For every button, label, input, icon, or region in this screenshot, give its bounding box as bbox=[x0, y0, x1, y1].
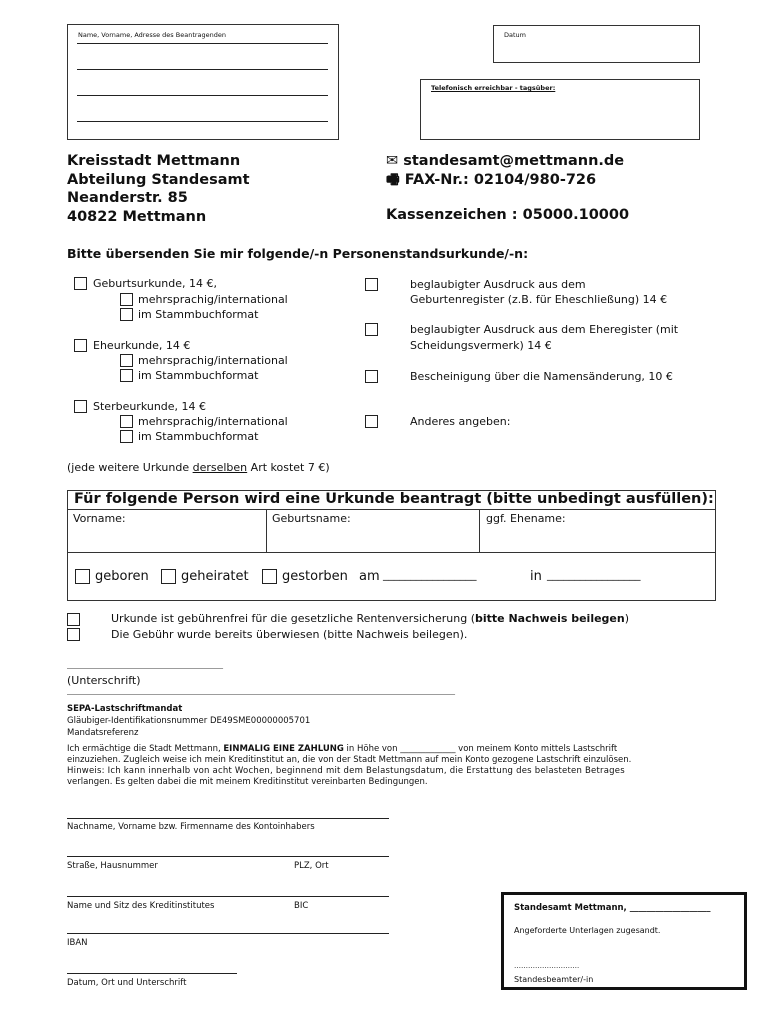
applicant-line-2[interactable] bbox=[77, 69, 328, 70]
sepa-creditor: Gläubiger-Identifikationsnummer DE49SME00000005701 bbox=[67, 716, 311, 726]
checkbox-fee-paid[interactable] bbox=[67, 628, 80, 641]
death-label: Sterbeurkunde, 14 € bbox=[93, 400, 207, 413]
marriage-label: Eheurkunde, 14 € bbox=[93, 339, 191, 352]
envelope-icon: ✉ bbox=[386, 153, 399, 169]
bank-label: Name und Sitz des Kreditinstitutes bbox=[67, 901, 215, 911]
checkbox-death-book[interactable] bbox=[120, 430, 133, 443]
death-book-label: im Stammbuchformat bbox=[138, 430, 259, 443]
date-label: Datum bbox=[504, 31, 526, 39]
checkbox-fee-free[interactable] bbox=[67, 613, 80, 626]
extra-note-underlined: derselben bbox=[192, 461, 248, 474]
applicant-box bbox=[67, 24, 339, 140]
address-line-2: Abteilung Standesamt bbox=[67, 171, 250, 188]
fee-free-after: ) bbox=[624, 612, 630, 625]
event-place-field[interactable]: _________________ bbox=[547, 568, 641, 581]
street-line[interactable] bbox=[67, 856, 389, 857]
account-holder-label: Nachname, Vorname bzw. Firmenname des Kontoinhabers bbox=[67, 822, 315, 832]
birth-name-field[interactable] bbox=[267, 526, 478, 551]
applicant-line-4[interactable] bbox=[77, 121, 328, 122]
fax-text: FAX-Nr.: 02104/980-726 bbox=[404, 171, 597, 188]
sepa-line-2: einzuziehen. Zugleich weise ich mein Kreditinstitut an, die von der Stadt Mettmann auf mein Konto gezogene Lastschrift einzulösen. bbox=[67, 755, 632, 765]
married-label: geheiratet bbox=[181, 569, 249, 584]
sepa-line-1 bbox=[67, 744, 703, 755]
bank-line[interactable] bbox=[67, 896, 389, 897]
place-prefix: in bbox=[530, 569, 542, 584]
email-row bbox=[386, 152, 624, 171]
married-name-field[interactable] bbox=[480, 526, 715, 551]
sepa-paragraph bbox=[67, 744, 703, 788]
checkbox-name-change[interactable] bbox=[365, 370, 378, 383]
checkbox-married[interactable] bbox=[161, 569, 176, 584]
address-block bbox=[67, 152, 250, 226]
street-label: Straße, Hausnummer bbox=[67, 861, 158, 871]
born-label: geboren bbox=[95, 569, 149, 584]
office-title: Standesamt Mettmann, ___________________ bbox=[514, 903, 711, 913]
phone-label: Telefonisch erreichbar - tagsüber: bbox=[431, 84, 556, 92]
fee-paid-text: Die Gebühr wurde bereits überwiesen (bitte Nachweis beilegen). bbox=[111, 628, 468, 641]
fee-free-bold: bitte Nachweis beilegen bbox=[475, 612, 625, 625]
address-line-4: 40822 Mettmann bbox=[67, 208, 207, 225]
zip-label: PLZ, Ort bbox=[294, 861, 329, 871]
cash-reference: Kassenzeichen : 05000.10000 bbox=[386, 207, 630, 223]
applicant-line-3[interactable] bbox=[77, 95, 328, 96]
signature-line[interactable]: _______________________________________ bbox=[67, 660, 223, 669]
iban-label: IBAN bbox=[67, 938, 88, 948]
sepa-title: SEPA-Lastschriftmandat bbox=[67, 704, 183, 714]
person-table-title-rule bbox=[67, 509, 716, 510]
checkbox-death-multi[interactable] bbox=[120, 415, 133, 428]
marriage-register-line-1: beglaubigter Ausdruck aus dem Eheregister (mit bbox=[410, 323, 679, 336]
extra-copy-note bbox=[67, 461, 330, 475]
address-line-3: Neanderstr. 85 bbox=[67, 190, 188, 206]
checkbox-marriage-book[interactable] bbox=[120, 369, 133, 382]
birth-register-line-1: beglaubigter Ausdruck aus dem bbox=[410, 278, 586, 291]
checkbox-birth-book[interactable] bbox=[120, 308, 133, 321]
event-date-field[interactable]: _________________ bbox=[383, 568, 477, 581]
applicant-label: Name, Vorname, Adresse des Beantragenden bbox=[78, 31, 227, 39]
birth-label: Geburtsurkunde, 14 €, bbox=[93, 277, 218, 290]
death-multi-label: mehrsprachig/international bbox=[138, 415, 288, 428]
birth-register-line-2: Geburtenregister (z.B. für Eheschließung) 14 € bbox=[410, 293, 668, 306]
iban-line[interactable] bbox=[67, 933, 389, 934]
extra-note-before: (jede weitere Urkunde bbox=[67, 461, 193, 474]
checkbox-marriage[interactable] bbox=[74, 339, 87, 352]
sepa-line-4: verlangen. Es gelten dabei die mit meinem Kreditinstitut vereinbarten Bedingungen. bbox=[67, 777, 428, 787]
died-label: gestorben bbox=[282, 569, 348, 584]
office-dots: ………………………. bbox=[514, 962, 580, 970]
married-name-label: ggf. Ehename: bbox=[486, 512, 566, 525]
section-separator: _________________________________________________________________________________________________ bbox=[67, 686, 455, 695]
marriage-register-line-2: Scheidungsvermerk) 14 € bbox=[410, 339, 552, 352]
date-signature-line[interactable] bbox=[67, 973, 237, 974]
fee-free-text bbox=[111, 612, 629, 626]
sepa-line-3: Hinweis: Ich kann innerhalb von acht Wochen, beginnend mit dem Belastungsdatum, die Erstattung des belasteten Betrages bbox=[67, 766, 625, 776]
account-holder-line[interactable] bbox=[67, 818, 389, 819]
sepa-mandate: Mandatsreferenz bbox=[67, 728, 139, 738]
sepa-line-1-bold: EINMALIG EINE ZAHLUNG bbox=[223, 744, 344, 754]
email-text[interactable]: standesamt@mettmann.de bbox=[403, 153, 625, 169]
checkbox-died[interactable] bbox=[262, 569, 277, 584]
first-name-field[interactable] bbox=[68, 526, 265, 551]
extra-note-after: Art kostet 7 €) bbox=[247, 461, 330, 474]
applicant-line-1[interactable] bbox=[77, 43, 328, 44]
birth-book-label: im Stammbuchformat bbox=[138, 308, 259, 321]
checkbox-birth-register[interactable] bbox=[365, 278, 378, 291]
first-name-label: Vorname: bbox=[73, 512, 126, 525]
bic-label: BIC bbox=[294, 901, 309, 911]
fax-row bbox=[386, 171, 624, 190]
checkbox-death[interactable] bbox=[74, 400, 87, 413]
date-prefix: am bbox=[359, 569, 380, 584]
office-sent: Angeforderte Unterlagen zugesandt. bbox=[514, 926, 661, 935]
checkbox-born[interactable] bbox=[75, 569, 90, 584]
marriage-book-label: im Stammbuchformat bbox=[138, 369, 259, 382]
sepa-line-1-after: in Höhe von _____________ von meinem Konto mittels Lastschrift bbox=[343, 744, 618, 754]
person-table-title: Für folgende Person wird eine Urkunde beantragt (bitte unbedingt ausfüllen): bbox=[74, 491, 714, 507]
address-line-1: Kreisstadt Mettmann bbox=[67, 153, 241, 169]
checkbox-birth-multi[interactable] bbox=[120, 293, 133, 306]
person-table-row-rule bbox=[67, 552, 716, 553]
checkbox-other[interactable] bbox=[365, 415, 378, 428]
fax-icon: 🖷 bbox=[386, 171, 400, 188]
birth-name-label: Geburtsname: bbox=[272, 512, 351, 525]
sepa-line-1-before: Ich ermächtige die Stadt Mettmann, bbox=[67, 744, 224, 754]
contact-block bbox=[386, 152, 624, 189]
name-change-label: Bescheinigung über die Namensänderung, 10 € bbox=[410, 370, 673, 383]
birth-multi-label: mehrsprachig/international bbox=[138, 293, 288, 306]
request-heading: Bitte übersenden Sie mir folgende/-n Personenstandsurkunde/-n: bbox=[67, 246, 529, 261]
other-label: Anderes angeben: bbox=[410, 415, 511, 428]
signature-label: (Unterschrift) bbox=[67, 674, 141, 687]
fee-free-before: Urkunde ist gebührenfrei für die gesetzliche Rentenversicherung ( bbox=[111, 612, 476, 625]
date-signature-label: Datum, Ort und Unterschrift bbox=[67, 978, 187, 988]
checkbox-birth[interactable] bbox=[74, 277, 87, 290]
office-clerk: Standesbeamter/-in bbox=[514, 975, 594, 984]
marriage-multi-label: mehrsprachig/international bbox=[138, 354, 288, 367]
checkbox-marriage-multi[interactable] bbox=[120, 354, 133, 367]
checkbox-marriage-register[interactable] bbox=[365, 323, 378, 336]
